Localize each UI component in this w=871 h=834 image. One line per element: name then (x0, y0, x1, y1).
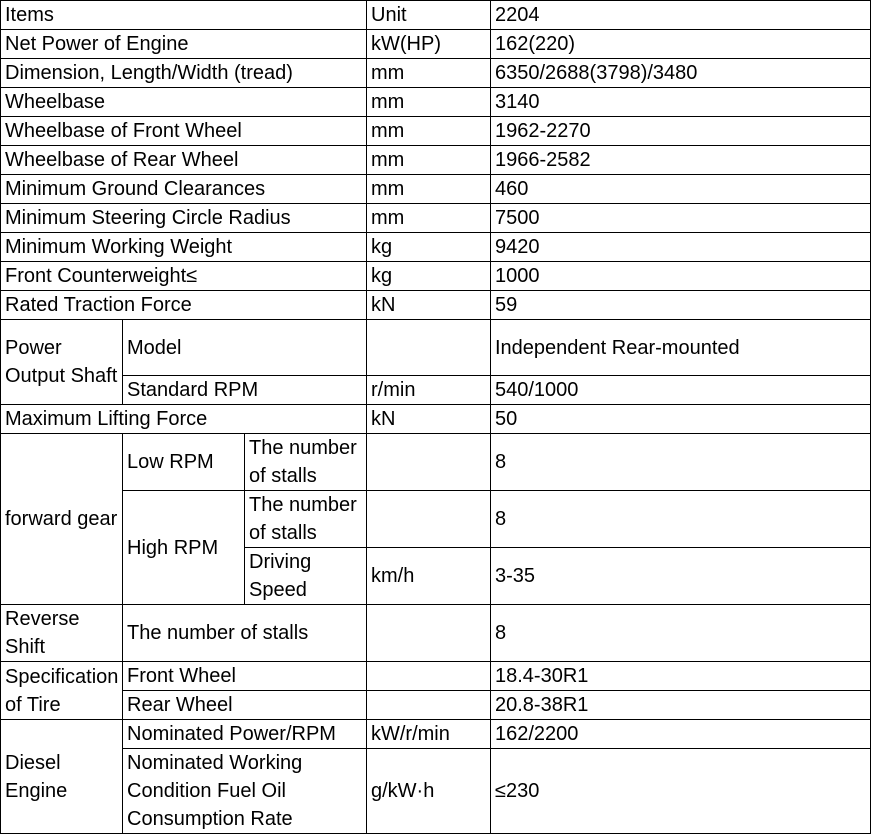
pto-rpm-value: 540/1000 (491, 376, 871, 405)
row-item: Net Power of Engine (1, 30, 367, 59)
tire-front-label: Front Wheel (123, 662, 367, 691)
forward-low-value: 8 (491, 434, 871, 491)
diesel-fuel-label: Nominated Working Condition Fuel Oil Consumption Rate (123, 749, 367, 834)
row-value: 6350/2688(3798)/3480 (491, 59, 871, 88)
row-item: Minimum Ground Clearances (1, 175, 367, 204)
row-value: 162(220) (491, 30, 871, 59)
tire-rear-label: Rear Wheel (123, 691, 367, 720)
row-item: Rated Traction Force (1, 291, 367, 320)
row-value: 3140 (491, 88, 871, 117)
reverse-label: The number of stalls (123, 605, 367, 662)
lifting-item: Maximum Lifting Force (1, 405, 367, 434)
table-row (1, 262, 871, 291)
row-item: Wheelbase of Rear Wheel (1, 146, 367, 175)
reverse-row (1, 605, 871, 662)
row-unit: kg (367, 262, 491, 291)
tire-front-value: 18.4-30R1 (491, 662, 871, 691)
header-unit: Unit (367, 1, 491, 30)
row-unit: mm (367, 59, 491, 88)
tire-group-label: Specification of Tire (1, 662, 123, 720)
row-item: Wheelbase (1, 88, 367, 117)
row-value: 1000 (491, 262, 871, 291)
row-unit: mm (367, 117, 491, 146)
table-row (1, 291, 871, 320)
reverse-value: 8 (491, 605, 871, 662)
tire-rear-value: 20.8-38R1 (491, 691, 871, 720)
reverse-unit (367, 605, 491, 662)
lifting-row (1, 405, 871, 434)
row-unit: mm (367, 146, 491, 175)
diesel-fuel-unit: g/kW·h (367, 749, 491, 834)
forward-high-sub-1: The number of stalls (245, 491, 367, 548)
forward-high-sub-2: Driving Speed (245, 548, 367, 605)
diesel-power-label: Nominated Power/RPM (123, 720, 367, 749)
row-value: 7500 (491, 204, 871, 233)
diesel-power-row (1, 720, 871, 749)
row-value: 59 (491, 291, 871, 320)
forward-low-row (1, 434, 871, 491)
row-item: Wheelbase of Front Wheel (1, 117, 367, 146)
forward-high-row-1 (1, 491, 871, 548)
tire-front-unit (367, 662, 491, 691)
tire-front-row (1, 662, 871, 691)
header-model: 2204 (491, 1, 871, 30)
pto-model-unit (367, 320, 491, 376)
row-unit: kN (367, 291, 491, 320)
table-row (1, 30, 871, 59)
pto-group-label: Power Output Shaft (1, 320, 123, 405)
diesel-group-label: Diesel Engine (1, 720, 123, 834)
table-row (1, 146, 871, 175)
tire-rear-row (1, 691, 871, 720)
row-item: Dimension, Length/Width (tread) (1, 59, 367, 88)
table-row (1, 233, 871, 262)
pto-model-label: Model (123, 320, 367, 376)
diesel-power-unit: kW/r/min (367, 720, 491, 749)
row-unit: mm (367, 175, 491, 204)
forward-low-unit (367, 434, 491, 491)
table-row (1, 204, 871, 233)
forward-low-sub: The number of stalls (245, 434, 367, 491)
row-item: Minimum Working Weight (1, 233, 367, 262)
table-header-row (1, 1, 871, 30)
row-value: 460 (491, 175, 871, 204)
row-value: 1962-2270 (491, 117, 871, 146)
tire-rear-unit (367, 691, 491, 720)
row-value: 9420 (491, 233, 871, 262)
forward-high-unit-1 (367, 491, 491, 548)
forward-high-value-1: 8 (491, 491, 871, 548)
forward-low-label: Low RPM (123, 434, 245, 491)
pto-model-row (1, 320, 871, 376)
diesel-power-value: 162/2200 (491, 720, 871, 749)
forward-high-label: High RPM (123, 491, 245, 605)
table-row (1, 175, 871, 204)
reverse-group-label: Reverse Shift (1, 605, 123, 662)
header-items: Items (1, 1, 367, 30)
row-unit: mm (367, 88, 491, 117)
table-row (1, 59, 871, 88)
lifting-unit: kN (367, 405, 491, 434)
pto-rpm-row (1, 376, 871, 405)
row-value: 1966-2582 (491, 146, 871, 175)
forward-group-label: forward gear (1, 434, 123, 605)
pto-rpm-label: Standard RPM (123, 376, 367, 405)
forward-high-unit-2: km/h (367, 548, 491, 605)
pto-model-value: Independent Rear-mounted (491, 320, 871, 376)
table-row (1, 88, 871, 117)
diesel-fuel-value: ≤230 (491, 749, 871, 834)
row-item: Minimum Steering Circle Radius (1, 204, 367, 233)
row-unit: mm (367, 204, 491, 233)
row-unit: kg (367, 233, 491, 262)
diesel-fuel-row (1, 749, 871, 834)
pto-rpm-unit: r/min (367, 376, 491, 405)
row-unit: kW(HP) (367, 30, 491, 59)
table-row (1, 117, 871, 146)
row-item: Front Counterweight≤ (1, 262, 367, 291)
forward-high-value-2: 3-35 (491, 548, 871, 605)
lifting-value: 50 (491, 405, 871, 434)
